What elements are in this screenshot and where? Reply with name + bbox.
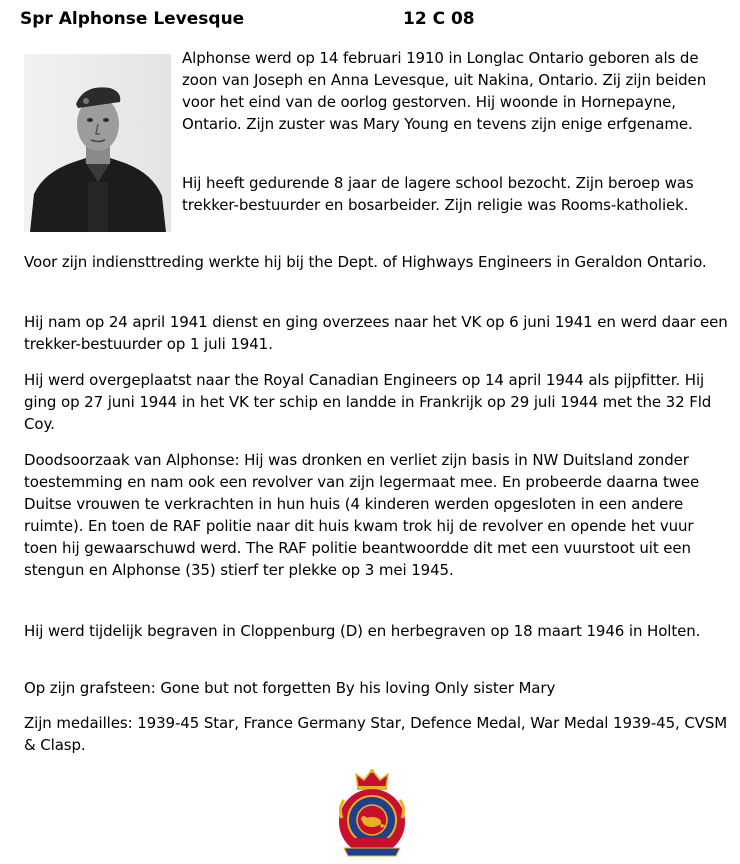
paragraph-employment: Voor zijn indiensttreding werkte hij bij the Dept. of Highways Engineers in Geraldon Ontario. <box>24 253 707 271</box>
paragraph-gravestone: Op zijn grafsteen: Gone but not forgetten By his loving Only sister Mary <box>24 679 556 697</box>
royal-canadian-engineers-emblem <box>334 768 410 860</box>
paragraph-enlistment: Hij nam op 24 april 1941 dienst en ging overzees naar het VK op 6 juni 1941 en werd daar een trekker-bestuurder op 1 juli 1941. <box>24 313 728 353</box>
paragraph-education: Hij heeft gedurende 8 jaar de lagere school bezocht. Zijn beroep was trekker-bestuurder en bosarbeider. Zijn religie was Rooms-katholiek. <box>182 174 694 214</box>
paragraph-birth: Alphonse werd op 14 februari 1910 in Longlac Ontario geboren als de zoon van Joseph en Anna Levesque, uit Nakina, Ontario. Zij zijn beiden voor het eind van de oorlog gestorven. Hij woonde in Hornepayne, Ontario. Zijn zuster was Mary Young en tevens zijn enige erfgename. <box>182 49 707 133</box>
grave-code: 12 C 08 <box>403 9 475 29</box>
paragraph-transfer: Hij werd overgeplaatst naar the Royal Canadian Engineers op 14 april 1944 als pijpfitter. Hij ging op 27 juni 1944 in het VK ter schip en landde in Frankrijk op 29 juli 1944 met the 32 Fld Coy. <box>24 371 712 433</box>
page-heading <box>20 6 720 34</box>
paragraph-medals: Zijn medailles: 1939-45 Star, France Germany Star, Defence Medal, War Medal 1939-45, CVSM & Clasp. <box>24 714 728 754</box>
paragraph-cause-of-death: Doodsoorzaak van Alphonse: Hij was dronken en verliet zijn basis in NW Duitsland zonder toestemming en nam ook een revolver van zijn legermaat mee. En probeerde daarna twee Duitse vrouwen te verkrachten in hun huis (4 kinderen werden opgesloten in een andere ruimte). En toen de RAF politie naar dit huis kwam trok hij de revolver en opende het vuur toen hij gewaarschuwd werd. The RAF politie beantwoordde dit met een vuurstoot uit een stengun en Alphonse (35) stierf ter plekke op 3 mei 1945. <box>24 451 700 579</box>
engineers-badge-icon <box>334 768 410 860</box>
paragraph-burial: Hij werd tijdelijk begraven in Cloppenburg (D) en herbegraven op 18 maart 1946 in Holten. <box>24 622 701 640</box>
soldier-portrait-image <box>24 54 171 232</box>
soldier-name: Spr Alphonse Levesque <box>20 9 245 29</box>
portrait-photo <box>24 54 171 232</box>
